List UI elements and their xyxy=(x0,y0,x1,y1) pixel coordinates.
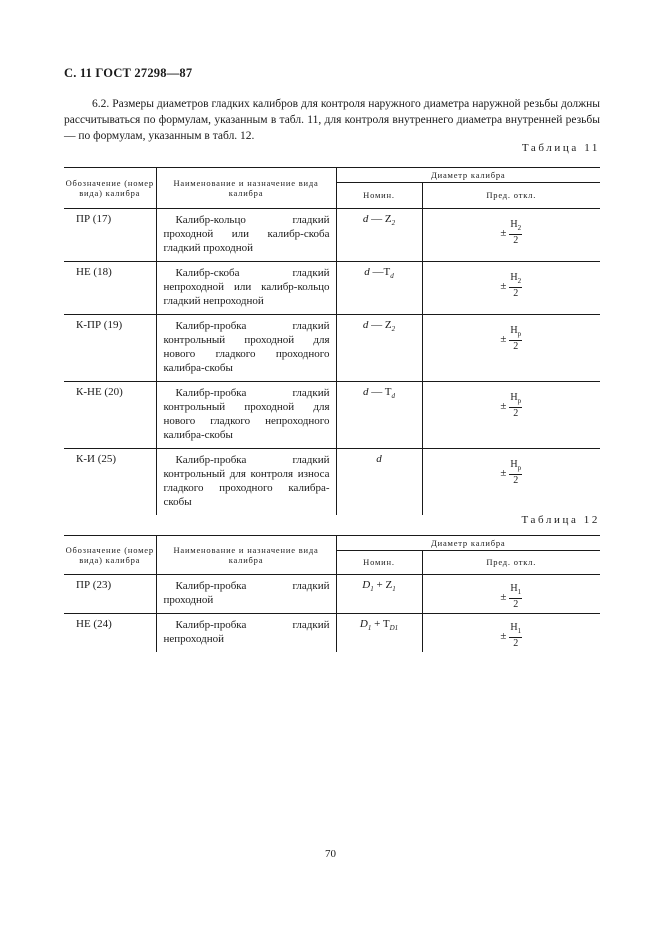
col-head-diameter: Диаметр калибра xyxy=(336,168,600,183)
plus-minus: ± xyxy=(500,226,507,239)
col-head-code: Обозначение (номер вида) калибра xyxy=(64,536,156,575)
fraction-numerator: $H_p$ xyxy=(509,459,522,475)
col-head-nominal: Номин. xyxy=(336,183,422,209)
nominal-op: + Z xyxy=(373,579,393,591)
cell-nominal xyxy=(336,209,422,262)
cell-nominal xyxy=(336,315,422,382)
cell-nominal xyxy=(336,262,422,315)
nominal-base: D xyxy=(362,579,371,591)
cell-code: К-ПР (19) xyxy=(64,315,156,382)
deviation-fraction xyxy=(509,622,522,649)
table-row xyxy=(64,315,600,382)
col-head-diameter: Диаметр калибра xyxy=(336,536,600,551)
table-11 xyxy=(64,167,600,515)
nominal-sub: D1 xyxy=(389,624,399,633)
col-head-name: Наименование и назначение вида калибра xyxy=(156,168,336,209)
cell-name: Калибр-пробка гладкий непроходной xyxy=(156,614,336,653)
cell-deviation xyxy=(422,449,600,516)
col-head-nominal: Номин. xyxy=(336,551,422,575)
nominal-op: — T xyxy=(368,386,392,398)
nominal-sub: 2 xyxy=(391,219,396,228)
cell-nominal xyxy=(336,382,422,449)
fraction-numerator: $H_2$ xyxy=(509,219,522,235)
cell-code: НЕ (24) xyxy=(64,614,156,653)
nominal-sub: 1 xyxy=(392,585,396,594)
fraction-denominator: 2 xyxy=(513,408,519,419)
plus-minus: ± xyxy=(500,332,507,345)
fraction-numerator: $H_p$ xyxy=(509,392,522,408)
fraction-denominator: 2 xyxy=(513,341,519,352)
nominal-op: + T xyxy=(371,618,390,630)
deviation-fraction xyxy=(509,392,522,419)
table-row xyxy=(64,614,600,653)
nominal-base: d xyxy=(362,386,369,398)
fraction-denominator: 2 xyxy=(513,599,519,610)
nominal-op: — Z xyxy=(368,319,392,331)
cell-nominal xyxy=(336,614,422,653)
cell-name: Калибр-скоба гладкий непроходной или калибр-кольцо гладкий непроходной xyxy=(156,262,336,315)
plus-minus: ± xyxy=(500,279,507,292)
plus-minus: ± xyxy=(500,466,507,479)
fraction-numerator: $H_p$ xyxy=(509,325,522,341)
nominal-base-sub: 1 xyxy=(370,585,374,594)
page-number: 70 xyxy=(325,848,336,860)
cell-name: Калибр-пробка гладкий контрольный проходной для нового гладкого непроходного калибра-скобы xyxy=(156,382,336,449)
nominal-base: D xyxy=(359,618,368,630)
nominal-op: —T xyxy=(369,266,391,278)
fraction-numerator: $H_1$ xyxy=(509,622,522,638)
cell-deviation xyxy=(422,209,600,262)
plus-minus: ± xyxy=(500,629,507,642)
nominal-base: d xyxy=(362,213,369,225)
cell-code: К-И (25) xyxy=(64,449,156,516)
col-head-name: Наименование и назначение вида калибра xyxy=(156,536,336,575)
table-12 xyxy=(64,535,600,652)
nominal-sub: d xyxy=(390,272,394,281)
nominal-base: d xyxy=(376,453,382,465)
cell-deviation xyxy=(422,575,600,614)
col-head-deviation: Пред. откл. xyxy=(422,551,600,575)
nominal-sub: d xyxy=(391,392,396,401)
fraction-numerator: $H_1$ xyxy=(509,583,522,599)
table-row xyxy=(64,262,600,315)
cell-code: НЕ (18) xyxy=(64,262,156,315)
fraction-denominator: 2 xyxy=(513,475,519,486)
table-row xyxy=(64,209,600,262)
page-header: С. 11 ГОСТ 27298—87 xyxy=(64,66,193,80)
deviation-fraction xyxy=(509,583,522,610)
col-head-deviation: Пред. откл. xyxy=(422,183,600,209)
nominal-base: d xyxy=(364,266,370,278)
nominal-op: — Z xyxy=(368,213,392,225)
nominal-sub: 2 xyxy=(391,325,396,334)
cell-name: Калибр-пробка гладкий контрольный для контроля износа гладкого проходного калибра-скобы xyxy=(156,449,336,516)
cell-deviation xyxy=(422,262,600,315)
cell-name: Калибр-пробка гладкий проходной xyxy=(156,575,336,614)
cell-code: ПР (23) xyxy=(64,575,156,614)
deviation-fraction xyxy=(509,459,522,486)
intro-paragraph: 6.2. Размеры диаметров гладких калибров для контроля наружного диаметра наружной резьбы должны рассчитываться по формулам, указанным в табл. 11, для контроля внутреннего диаметра внутренней резьбы — по формулам, указанным в табл. 12. xyxy=(64,98,600,142)
cell-nominal xyxy=(336,575,422,614)
cell-deviation xyxy=(422,382,600,449)
table-row xyxy=(64,382,600,449)
plus-minus: ± xyxy=(500,399,507,412)
fraction-denominator: 2 xyxy=(513,288,519,299)
cell-deviation xyxy=(422,614,600,653)
fraction-numerator: $H_2$ xyxy=(509,272,522,288)
cell-code: К-НЕ (20) xyxy=(64,382,156,449)
table-11-caption: Таблица 11 xyxy=(521,142,600,154)
cell-deviation xyxy=(422,315,600,382)
fraction-denominator: 2 xyxy=(513,235,519,246)
nominal-base: d xyxy=(362,319,369,331)
table-12-caption: Таблица 12 xyxy=(521,514,600,526)
plus-minus: ± xyxy=(500,590,507,603)
table-row xyxy=(64,575,600,614)
fraction-denominator: 2 xyxy=(513,638,519,649)
cell-name: Калибр-пробка гладкий контрольный проходной для нового гладкого проходного калибра-скобы xyxy=(156,315,336,382)
cell-nominal xyxy=(336,449,422,516)
cell-name: Калибр-кольцо гладкий проходной или калибр-скоба гладкий проходной xyxy=(156,209,336,262)
deviation-fraction xyxy=(509,219,522,246)
col-head-code: Обозначение (номер вида) калибра xyxy=(64,168,156,209)
deviation-fraction xyxy=(509,272,522,299)
table-row xyxy=(64,449,600,516)
cell-code: ПР (17) xyxy=(64,209,156,262)
deviation-fraction xyxy=(509,325,522,352)
nominal-base-sub: 1 xyxy=(367,624,372,633)
